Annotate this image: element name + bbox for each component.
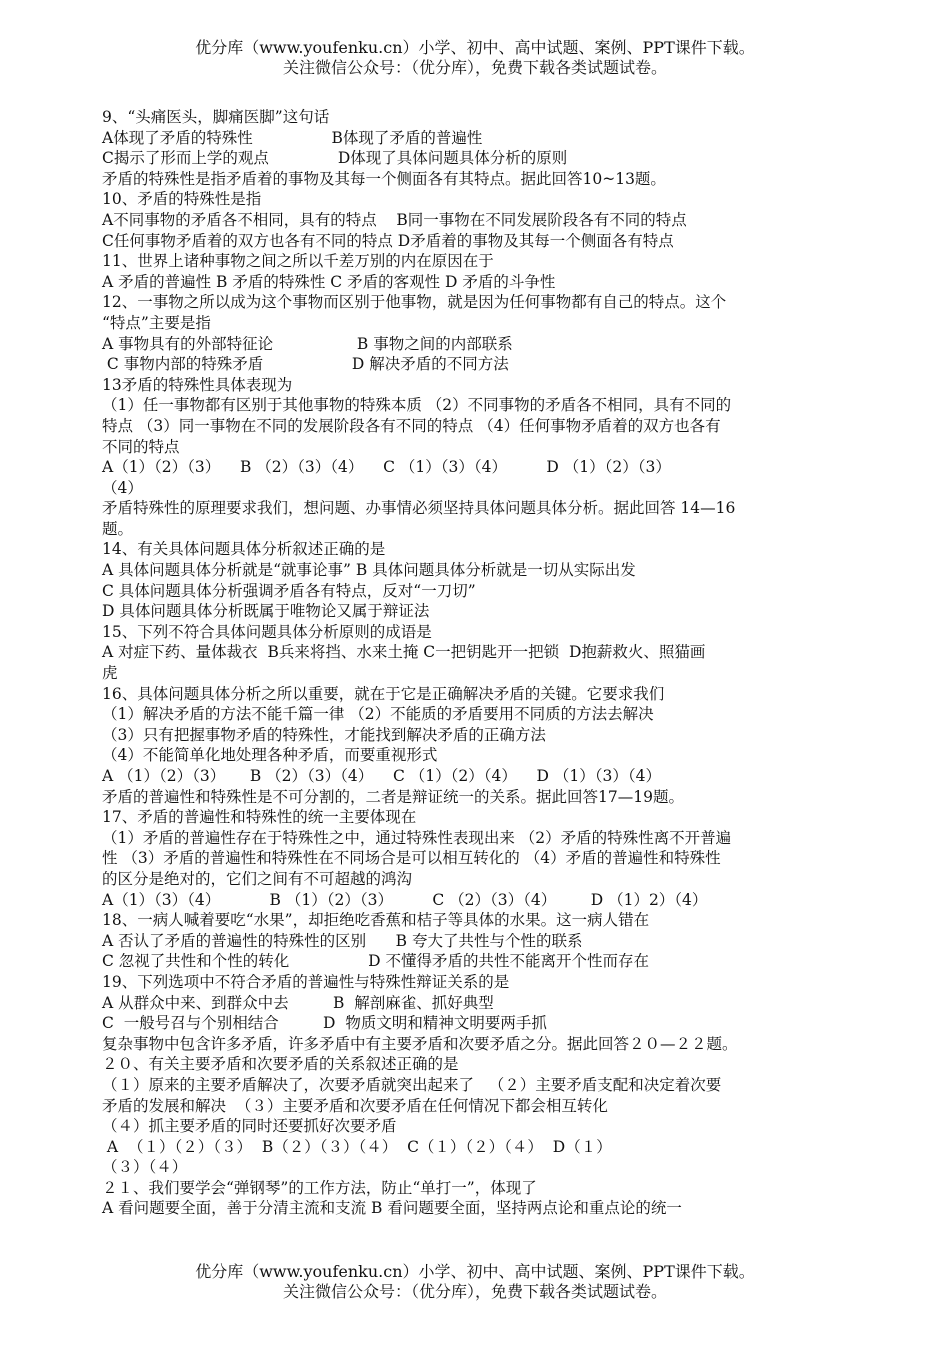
text-line: C揭示了形而上学的观点 D体现了具体问题具体分析的原则: [102, 149, 568, 168]
text-line: C 事物内部的特殊矛盾 D 解决矛盾的不同方法: [102, 355, 509, 374]
text-line: C 一般号召与个别相结合 D 物质文明和精神文明要两手抓: [102, 1014, 547, 1033]
text-line: A 矛盾的普遍性 B 矛盾的特殊性 C 矛盾的客观性 D 矛盾的斗争性: [102, 272, 556, 291]
text-line: （1）解决矛盾的方法不能千篇一律 （2）不能质的矛盾要用不同质的方法去解决: [102, 705, 654, 724]
text-line: ２１、我们要学会“弹钢琴”的工作方法，防止“单打一”，体现了: [102, 1178, 537, 1197]
footer-line-1: 优分库（www.youfenku.cn）小学、初中、高中试题、案例、PPT课件下载。: [195, 1262, 755, 1281]
text-line: A 从群众中来、到群众中去 B 解剖麻雀、抓好典型: [102, 993, 494, 1012]
text-line: 18、一病人喊着要吃“水果”，却拒绝吃香蕉和桔子等具体的水果。这一病人错在: [102, 911, 650, 930]
text-line: （３）（４）: [102, 1158, 188, 1177]
text-line: 特点 （3）同一事物在不同的发展阶段各有不同的特点 （4）任何事物矛盾着的双方也各有: [102, 416, 721, 435]
text-line: A （１）（２）（３） B（２）（３）（４） C（１）（２）（４） D（１）: [102, 1137, 612, 1156]
text-line: （1）任一事物都有区别于其他事物的特殊本质 （2）不同事物的矛盾各不相同，具有不同的: [102, 396, 732, 415]
text-line: A 看问题要全面，善于分清主流和支流 B 看问题要全面，坚持两点论和重点论的统一: [102, 1199, 682, 1218]
text-line: A不同事物的矛盾各不相同，具有的特点 B同一事物在不同发展阶段各有不同的特点: [102, 210, 687, 229]
text-line: （3）只有把握事物矛盾的特殊性，才能找到解决矛盾的正确方法: [102, 725, 546, 744]
document-body: [102, 107, 854, 1219]
text-line: 15、下列不符合具体问题具体分析原则的成语是: [102, 622, 432, 641]
text-line: （4）不能简单化地处理各种矛盾，而要重视形式: [102, 746, 438, 765]
text-line: 16、具体问题具体分析之所以重要，就在于它是正确解决矛盾的关键。它要求我们: [102, 684, 665, 703]
text-line: A（1）（3）（4） B （1）（2）（3） C （2）（3）（4） D （1）2）（4）: [102, 890, 708, 909]
text-line: 矛盾的发展和解决 （３）主要矛盾和次要矛盾在任何情况下都会相互转化: [102, 1096, 608, 1115]
text-line: C 忽视了共性和个性的转化 D 不懂得矛盾的共性不能离开个性而存在: [102, 952, 649, 971]
header-line-2: 关注微信公众号：（优分库），免费下载各类试题试卷。: [282, 58, 667, 77]
text-line: A （1）（2）（3） B （2）（3）（4） C （1）（2）（4） D （1）（3）（4）: [102, 767, 661, 785]
text-line: 的区分是绝对的，它们之间有不可超越的鸿沟: [102, 869, 413, 888]
page-footer: [0, 1262, 950, 1302]
text-line: 19、下列选项中不符合矛盾的普遍性与特殊性辩证关系的是: [102, 972, 510, 991]
text-line: A 事物具有的外部特征论 B 事物之间的内部联系: [102, 334, 513, 353]
text-line: 复杂事物中包含许多矛盾，许多矛盾中有主要矛盾和次要矛盾之分。据此回答２０—２２题。: [102, 1034, 738, 1053]
text-line: （１）原来的主要矛盾解决了，次要矛盾就突出起来了 （２）主要矛盾支配和决定着次要: [102, 1075, 722, 1094]
text-line: A（1）（2）（3） B （2）（3）（4） C （1）（3）（4） D （1）（2）（3）: [102, 458, 671, 477]
text-line: C 具体问题具体分析强调矛盾各有特点，反对“一刀切”: [102, 581, 476, 600]
text-line: 矛盾的普遍性和特殊性是不可分割的，二者是辩证统一的关系。据此回答17—19题。: [102, 787, 684, 806]
text-line: （1）矛盾的普遍性存在于特殊性之中，通过特殊性表现出来 （2）矛盾的特殊性离不开普遍: [102, 828, 732, 847]
header-line-1: 优分库（www.youfenku.cn）小学、初中、高中试题、案例、PPT课件下载。: [195, 38, 755, 57]
text-line: A 否认了矛盾的普遍性的特殊性的区别 B 夸大了共性与个性的联系: [102, 931, 583, 950]
text-line: 题。: [102, 519, 134, 538]
text-line: 性 （3）矛盾的普遍性和特殊性在不同场合是可以相互转化的 （4）矛盾的普遍性和特殊性: [102, 849, 721, 868]
text-line: 10、矛盾的特殊性是指: [102, 190, 262, 209]
page-header: [0, 38, 950, 78]
text-line: （４）抓主要矛盾的同时还要抓好次要矛盾: [102, 1117, 397, 1136]
text-line: “特点”主要是指: [102, 313, 211, 332]
text-line: 11、世界上诸种事物之间之所以千差万别的内在原因在于: [102, 252, 494, 271]
text-line: ２０、有关主要矛盾和次要矛盾的关系叙述正确的是: [102, 1055, 459, 1074]
text-line: 17、矛盾的普遍性和特殊性的统一主要体现在: [102, 808, 417, 827]
text-line: D 具体问题具体分析既属于唯物论又属于辩证法: [102, 602, 430, 621]
text-line: （4）: [102, 478, 143, 497]
text-line: 矛盾特殊性的原理要求我们，想问题、办事情必须坚持具体问题具体分析。据此回答 14—16: [102, 499, 736, 518]
text-line: 矛盾的特殊性是指矛盾着的事物及其每一个侧面各有其特点。据此回答10~13题。: [102, 169, 666, 188]
text-line: A 具体问题具体分析就是“就事论事” B 具体问题具体分析就是一切从实际出发: [102, 561, 636, 580]
text-line: 13矛盾的特殊性具体表现为: [102, 375, 293, 394]
text-line: 14、有关具体问题具体分析叙述正确的是: [102, 540, 386, 559]
text-line: A体现了矛盾的特殊性 B体现了矛盾的普遍性: [102, 128, 483, 147]
text-line: C任何事物矛盾着的双方也各有不同的特点 D矛盾着的事物及其每一个侧面各有特点: [102, 231, 674, 250]
text-line: A 对症下药、量体裁衣 B兵来将挡、水来土掩 C一把钥匙开一把锁 D抱薪救火、照猫画: [102, 643, 706, 662]
text-line: 虎: [102, 664, 118, 683]
footer-line-2: 关注微信公众号：（优分库），免费下载各类试题试卷。: [282, 1282, 667, 1301]
text-line: 9、“头痛医头，脚痛医脚”这句话: [102, 108, 330, 126]
text-line: 12、一事物之所以成为这个事物而区别于他事物，就是因为任何事物都有自己的特点。这个: [102, 293, 727, 312]
text-line: 不同的特点: [102, 437, 180, 456]
